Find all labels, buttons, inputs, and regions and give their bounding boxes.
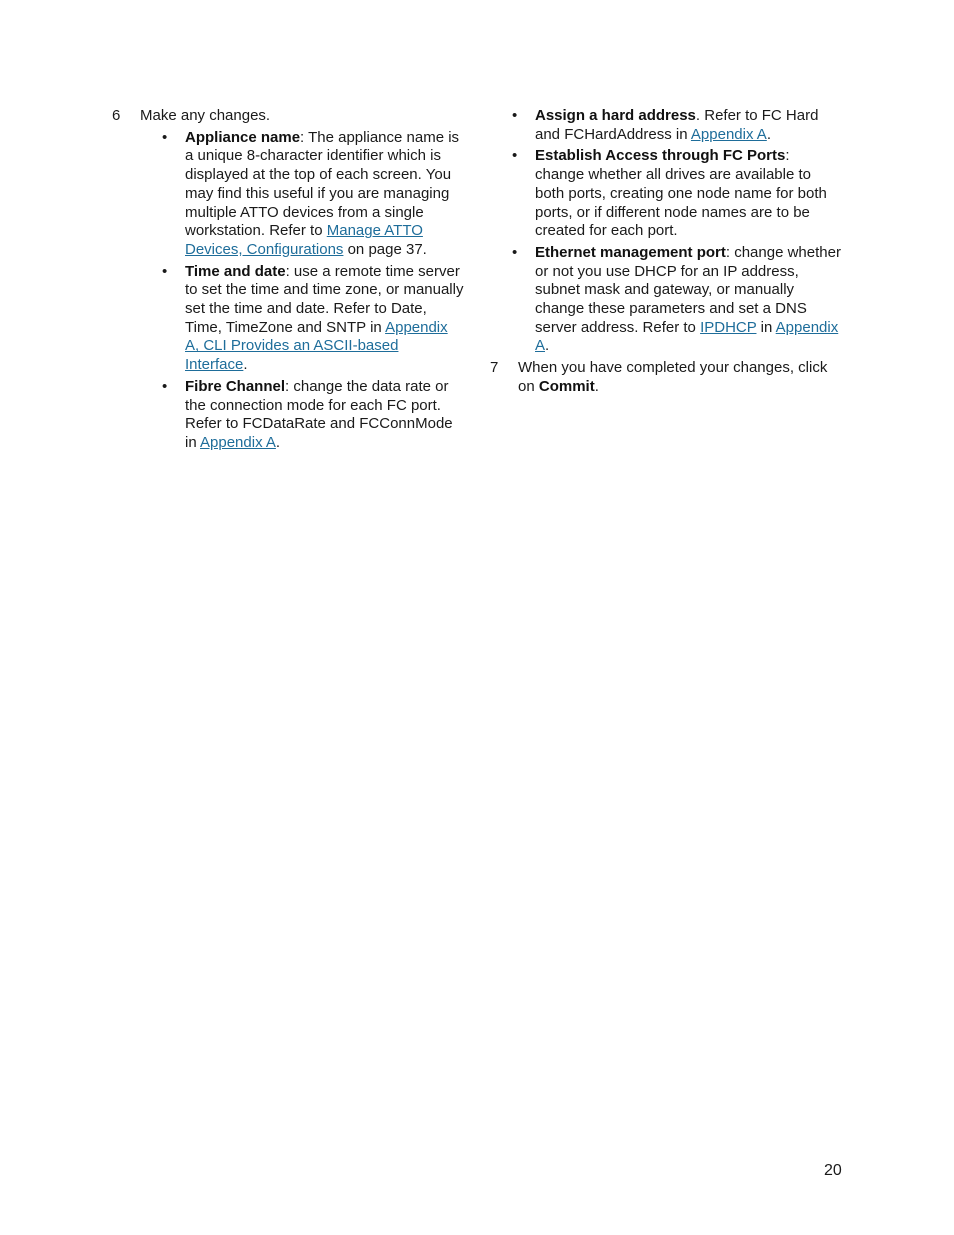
bullet-marker: • (162, 128, 168, 146)
bullet-text: . Refer to FC Hard and FCHardAddress in (535, 107, 819, 143)
bullet-text-tail: . (243, 356, 248, 374)
bullet-text: : use a remote time server to set the time and time zone, or manually set the time and date. Refer to Date, Time, TimeZone and SNTP in (185, 262, 464, 336)
bullet-text: : The appliance name is a unique 8-character identifier which is displayed at the top of each screen. You may find this useful if you are managing multiple ATTO devices from a single workstation. Refer to (185, 128, 460, 240)
bullet-text-tail: . (275, 433, 281, 451)
term-access-fc-ports: Establish Access through FC Ports (535, 147, 786, 165)
step-text: Make any changes. (140, 107, 271, 124)
step-text-tail: . (594, 377, 599, 395)
left-column (112, 107, 464, 459)
link-appendix-a[interactable]: Appendix A (690, 125, 767, 143)
link-ipdhcp[interactable]: IPDHCP (700, 318, 757, 336)
term-fibre-channel: Fibre Channel (185, 377, 286, 395)
bullet-marker: • (512, 107, 518, 124)
bullet-time-and-date (140, 263, 464, 375)
step-number: 6 (112, 107, 121, 124)
link-appendix-a[interactable]: Appendix A (535, 318, 839, 355)
link-appendix-a[interactable]: Appendix A (200, 433, 276, 451)
term-commit: Commit (538, 377, 595, 395)
term-appliance-name: Appliance name (185, 128, 301, 146)
bullet-text: : change whether or not you use DHCP for an IP address, subnet mask and gateway, or manually change these parameters and set a DNS server address. Refer to (535, 243, 841, 336)
bullet-text-mid: in (756, 318, 776, 336)
bullet-marker: • (512, 147, 518, 165)
step-7 (490, 359, 842, 396)
link-appendix-a-cli[interactable]: Appendix A, CLI Provides an ASCII-based Interface (185, 318, 448, 374)
step-text: When you have completed your changes, click on (518, 359, 828, 395)
page-number: 20 (824, 1162, 842, 1179)
term-ethernet-port: Ethernet management port (535, 243, 726, 261)
bullet-text-tail: . (545, 337, 550, 355)
bullet-text: : change the data rate or the connection mode for each FC port. Refer to FCDataRate and FCConnMode in (185, 377, 453, 451)
term-hard-address: Assign a hard address (535, 107, 696, 124)
bullet-hard-address (490, 107, 842, 144)
bullet-text-tail: . (766, 125, 771, 143)
bullet-marker: • (162, 262, 168, 280)
right-column (490, 107, 842, 403)
step-6 (112, 107, 464, 453)
bullet-fibre-channel (140, 378, 464, 453)
bullet-appliance-name (140, 129, 464, 260)
term-time-and-date: Time and date (185, 262, 286, 280)
step-6-bullet-list-continued (490, 107, 842, 356)
step-number: 7 (490, 359, 499, 377)
step-6-bullet-list (140, 129, 464, 453)
bullet-marker: • (162, 377, 168, 395)
bullet-text-tail: on page 37. (343, 240, 427, 258)
link-manage-atto-devices[interactable]: Manage ATTO Devices, Configurations (185, 222, 423, 258)
bullet-access-fc-ports (490, 147, 842, 241)
bullet-marker: • (512, 243, 518, 261)
bullet-ethernet-port (490, 244, 842, 356)
bullet-text: : change whether all drives are available to both ports, creating one node name for both ports, or if different node names are to be created for each port. (535, 147, 827, 240)
